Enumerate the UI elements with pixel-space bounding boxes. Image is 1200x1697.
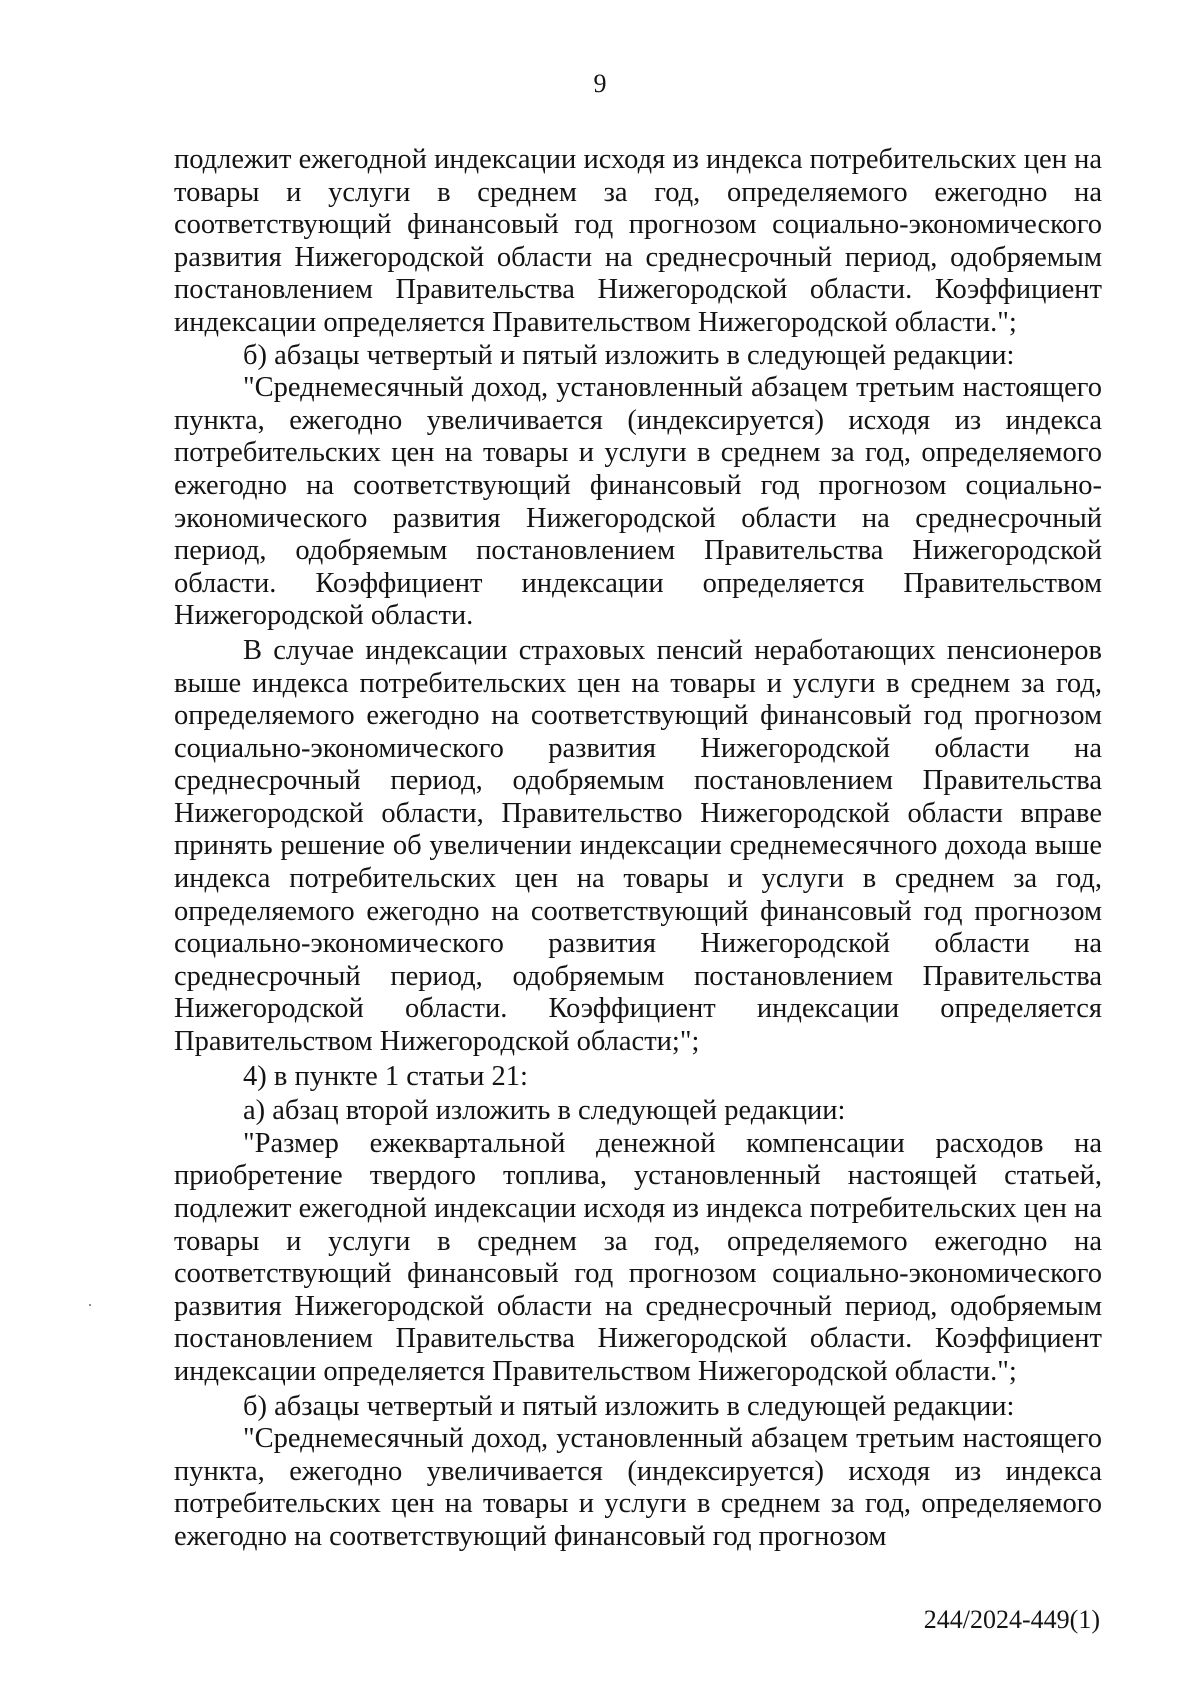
- paragraph-pension-indexation: В случае индексации страховых пенсий неработающих пенсионеров выше индекса потребительских цен на товары и услуги в среднем за год, определяемого ежегодно на соответствующий финансовый год прогнозом социально-экономического развития Нижегородской области на среднесрочный период, одобряемым постановлением Правительства Нижегородской области, Правительство Нижегородской области вправе принять решение об увеличении индексации среднемесячного дохода выше индекса потребительских цен на товары и услуги в среднем за год, определяемого ежегодно на соответствующий финансовый год прогнозом социально-экономического развития Нижегородской области на среднесрочный период, одобряемым постановлением Правительства Нижегородской области. Коэффициент индексации определяется Правительством Нижегородской области;";: [174, 634, 1102, 1058]
- paragraph-item-b: б) абзацы четвертый и пятый изложить в следующей редакции:: [243, 339, 1015, 371]
- paragraph-item-a: а) абзац второй изложить в следующей редакции:: [243, 1095, 846, 1127]
- document-code: 244/2024-449(1): [923, 1605, 1100, 1634]
- paragraph-quoted-income: "Среднемесячный доход, установленный абзацем третьим настоящего пункта, ежегодно увеличивается (индексируется) исходя из индекса потребительских цен на товары и услуги в среднем за год, определяемого ежегодно на соответствующий финансовый год прогнозом социально-экономического развития Нижегородской области на среднесрочный период, одобряемым постановлением Правительства Нижегородской области. Коэффициент индексации определяется Правительством Нижегородской области.: [174, 372, 1102, 632]
- page-number: 9: [593, 69, 607, 98]
- paragraph-item-4: 4) в пункте 1 статьи 21:: [243, 1060, 528, 1092]
- paragraph-quoted-compensation: "Размер ежеквартальной денежной компенсации расходов на приобретение твердого топлива, установленный настоящей статьей, подлежит ежегодной индексации исходя из индекса потребительских цен на товары и услуги в среднем за год, определяемого ежегодно на соответствующий финансовый год прогнозом социально-экономического развития Нижегородской области на среднесрочный период, одобряемым постановлением Правительства Нижегородской области. Коэффициент индексации определяется Правительством Нижегородской области.";: [174, 1127, 1102, 1387]
- paragraph-continuation: подлежит ежегодной индексации исходя из индекса потребительских цен на товары и услуги в среднем за год, определяемого ежегодно на соответствующий финансовый год прогнозом социально-экономического развития Нижегородской области на среднесрочный период, одобряемым постановлением Правительства Нижегородской области. Коэффициент индексации определяется Правительством Нижегородской области.";: [174, 144, 1102, 338]
- document-body: [174, 144, 1102, 1554]
- scan-speck: [89, 1304, 91, 1306]
- paragraph-item-b-second: б) абзацы четвертый и пятый изложить в следующей редакции:: [243, 1390, 1015, 1422]
- paragraph-quoted-income-second: "Среднемесячный доход, установленный абзацем третьим настоящего пункта, ежегодно увеличивается (индексируется) исходя из индекса потребительских цен на товары и услуги в среднем за год, определяемого ежегодно на соответствующий финансовый год прогнозом: [174, 1423, 1102, 1552]
